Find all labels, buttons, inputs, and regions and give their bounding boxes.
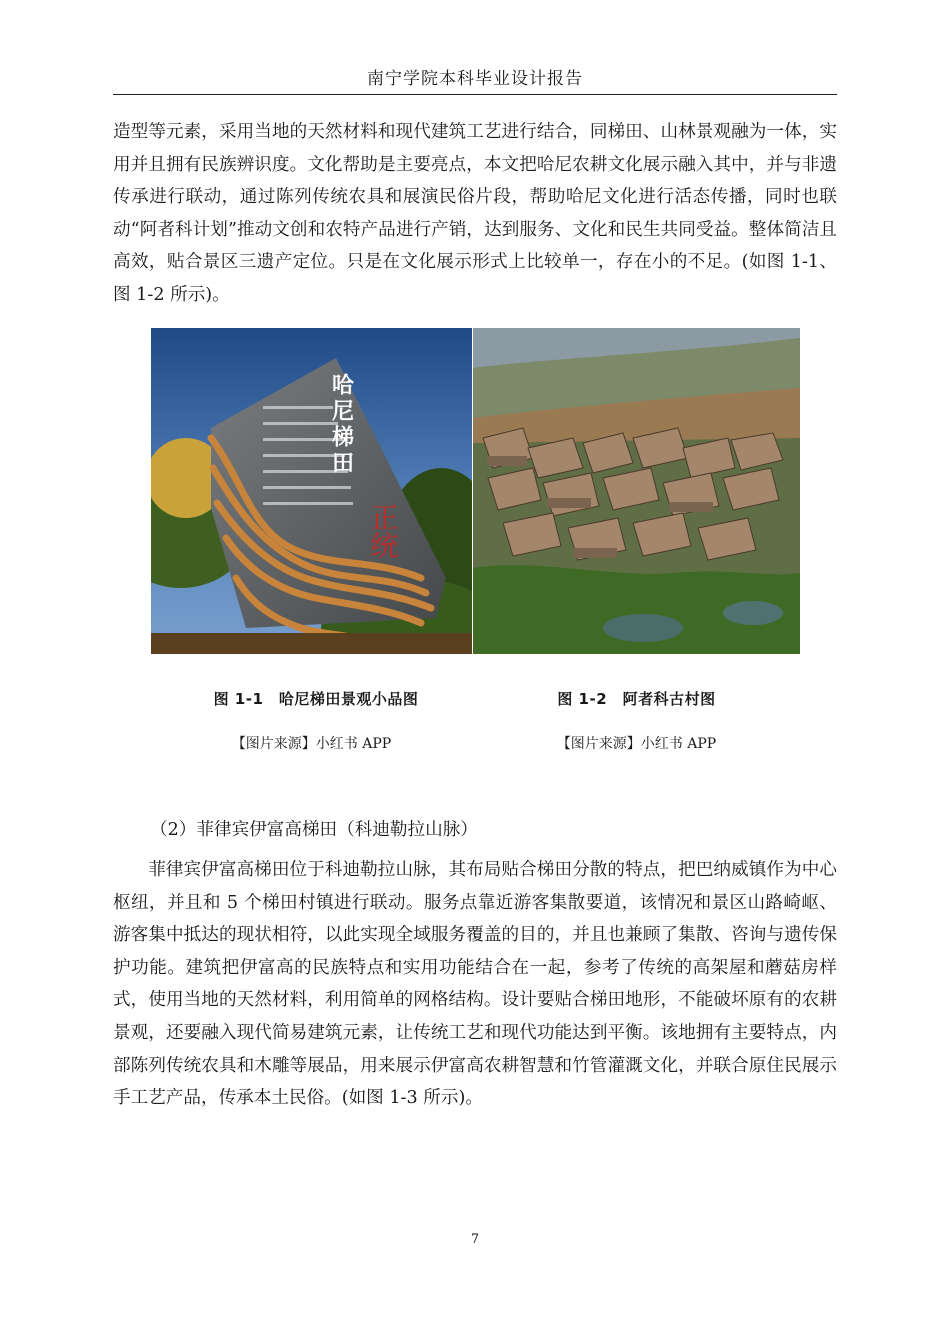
page-header-title: 南宁学院本科毕业设计报告	[367, 69, 583, 89]
body-paragraph-1: 造型等元素，采用当地的天然材料和现代建筑工艺进行结合，同梯田、山林景观融为一体，实用并且拥有民族辨识度。文化帮助是主要亮点，本文把哈尼农耕文化展示融入其中，并与非遗传承进行联动，通过陈列传统农具和展演民俗片段，帮助哈尼文化进行活态传播，同时也联动“阿者科计划”推动文创和农特产品进行产销，达到服务、文化和民生共同受益。整体简洁且高效，贴合景区三遗产定位。只是在文化展示形式上比较单一，存在小的不足。(如图 1-1、图 1-2 所示)。	[113, 122, 837, 305]
section-subheading: （2）菲律宾伊富高梯田（科迪勒拉山脉）	[150, 820, 478, 840]
figure-1-1-caption: 图 1-1 哈尼梯田景观小品图	[213, 690, 419, 708]
body-paragraph-2: 菲律宾伊富高梯田位于科迪勒拉山脉，其布局贴合梯田分散的特点，把巴纳威镇作为中心枢纽，并且和 5 个梯田村镇进行联动。服务点靠近游客集散要道，该情况和景区山路崎岖、游客集中抵达的现状相符，以此实现全域服务覆盖的目的，并且也兼顾了集散、咨询与遗传保护功能。建筑把伊富高的民族特点和实用功能结合在一起，参考了传统的高架屋和蘑菇房样式，使用当地的天然材料，利用简单的网格结构。设计要贴合梯田地形，不能破坏原有的农耕景观，还要融入现代简易建筑元素，让传统工艺和现代功能达到平衡。该地拥有主要特点，内部陈列传统农具和木雕等展品，用来展示伊富高农耕智慧和竹管灌溉文化，并联合原住民展示手工艺产品，传承本土民俗。(如图 1-3 所示)。	[113, 860, 837, 1109]
figure-1-2-image	[473, 328, 800, 654]
page-number: 7	[470, 1232, 480, 1247]
figure-1-1-source: 【图片来源】小红书 APP	[231, 736, 392, 752]
figure-1-2-source: 【图片来源】小红书 APP	[556, 736, 717, 752]
figure-1-2-caption: 图 1-2 阿者科古村图	[557, 690, 716, 708]
header-divider	[113, 94, 837, 95]
sign-red-script: 正统	[366, 503, 400, 559]
hani-sign-photo	[151, 328, 472, 654]
sign-vertical-title: 哈尼梯田	[328, 373, 354, 477]
figure-1-1-image	[151, 328, 472, 654]
azheke-village-photo	[473, 328, 800, 654]
